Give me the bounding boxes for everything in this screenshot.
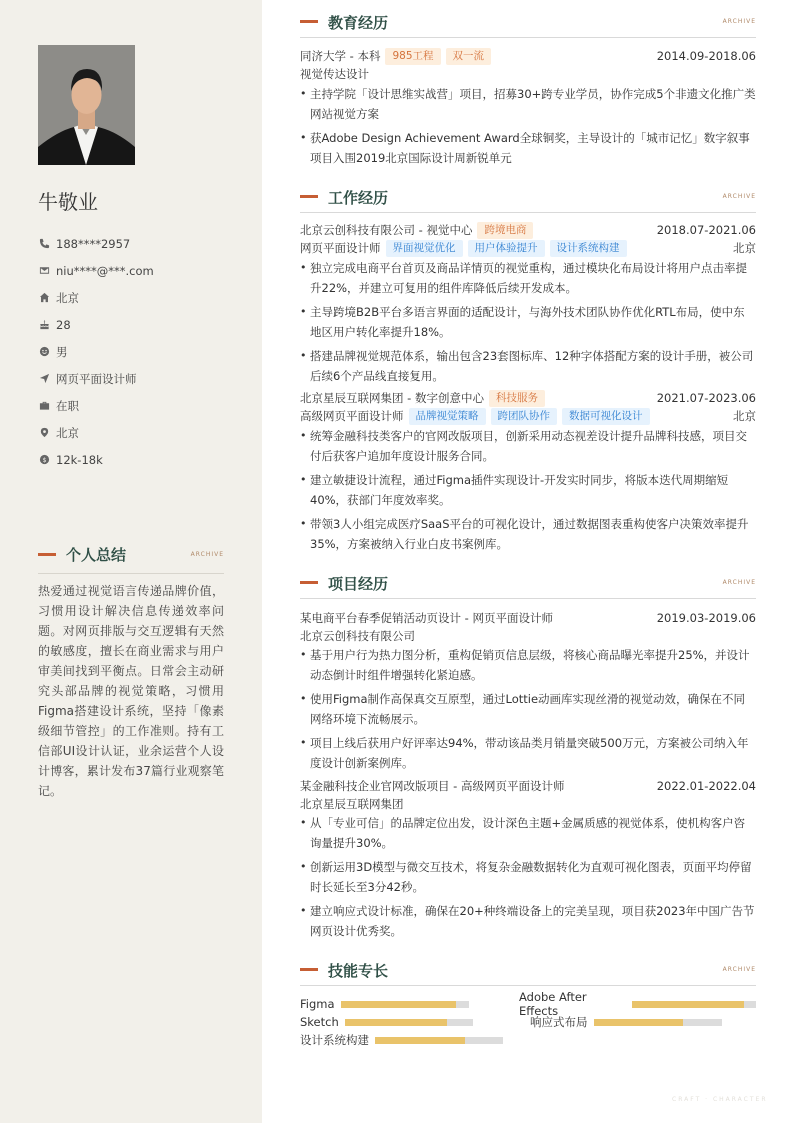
skill-bar bbox=[341, 1001, 469, 1008]
skill-tag: 界面视觉优化 bbox=[386, 240, 463, 257]
info-salary bbox=[38, 446, 154, 473]
skill-bar bbox=[632, 1001, 756, 1008]
industry-tag: 跨境电商 bbox=[477, 222, 533, 239]
skill-bar-fill bbox=[341, 1001, 456, 1008]
skill-name: Adobe After Effects bbox=[519, 990, 587, 1018]
skills-heading bbox=[300, 958, 756, 986]
list-item: • 从「专业可信」的品牌定位出发，设计深色主题+金属质感的视觉体系，使机构客户咨询量提升30%。 bbox=[300, 813, 756, 853]
skill-tag: 跨团队协作 bbox=[491, 408, 558, 425]
job-role: 高级网页平面设计师 bbox=[300, 409, 404, 423]
project-name-row bbox=[300, 609, 756, 627]
project-org: 北京云创科技有限公司 bbox=[300, 629, 415, 643]
education-period: 2014.09-2018.06 bbox=[656, 49, 756, 63]
project-name: 某电商平台春季促销活动页设计 - 网页平面设计师 bbox=[300, 611, 553, 625]
major-name: 视觉传达设计 bbox=[300, 67, 369, 81]
education-heading bbox=[300, 10, 756, 38]
project-org-row bbox=[300, 795, 756, 813]
education-title: 教育经历 bbox=[328, 14, 389, 32]
list-item: • 独立完成电商平台首页及商品详情页的视觉重构，通过模块化布局设计将用户点击率提升22%，并建立可复用的组件库降低后续开发成本。 bbox=[300, 258, 756, 298]
summary-archive-tag: ARCHIVE bbox=[190, 551, 224, 558]
list-item: • 带领3人小组完成医疗SaaS平台的可视化设计，通过数据图表重构使客户决策效率提升35%，方案被纳入行业白皮书案例库。 bbox=[300, 514, 756, 554]
hometown-text: 北京 bbox=[56, 290, 79, 305]
info-age bbox=[38, 311, 154, 338]
city-text: 北京 bbox=[56, 425, 79, 440]
project-name: 某金融科技企业官网改版项目 - 高级网页平面设计师 bbox=[300, 779, 565, 793]
list-item: • 主导跨境B2B平台多语言界面的适配设计，与海外技术团队协作优化RTL布局，使中东地区用户转化率提升18%。 bbox=[300, 302, 756, 342]
smiley-icon bbox=[38, 346, 50, 358]
skill-tag: 品牌视觉策略 bbox=[409, 408, 486, 425]
phone-icon bbox=[38, 238, 50, 250]
project-org-row bbox=[300, 627, 756, 645]
skill-bar bbox=[594, 1019, 722, 1026]
list-item: • 建立响应式设计标准，确保在20+种终端设备上的完美呈现，项目获2023年中国广告节网页设计优秀奖。 bbox=[300, 901, 756, 941]
job-role-row bbox=[300, 407, 756, 425]
projects-title: 项目经历 bbox=[328, 575, 389, 593]
company-name: 北京星辰互联网集团 - 数字创意中心 bbox=[300, 391, 484, 405]
school-name: 同济大学 - 本科 bbox=[300, 49, 381, 63]
company-name: 北京云创科技有限公司 - 视觉中心 bbox=[300, 223, 473, 237]
job-company-row bbox=[300, 389, 756, 407]
info-city bbox=[38, 419, 154, 446]
list-item: • 创新运用3D模型与微交互技术，将复杂金融数据转化为直观可视化图表，页面平均停留时长延长至3分42秒。 bbox=[300, 857, 756, 897]
skill-name: Sketch bbox=[300, 1015, 339, 1029]
industry-tag: 科技服务 bbox=[489, 390, 545, 407]
job-role-row bbox=[300, 239, 756, 257]
list-item: • 建立敏捷设计流程，通过Figma插件实现设计-开发实时同步，将版本迭代周期缩短40%，获部门年度效率奖。 bbox=[300, 470, 756, 510]
heading-accent-bar bbox=[300, 968, 318, 971]
project-name-row bbox=[300, 777, 756, 795]
skill-bar-fill bbox=[345, 1019, 447, 1026]
phone-text: 188****2957 bbox=[56, 236, 131, 251]
list-item: • 获Adobe Design Achievement Award全球铜奖，主导设计的「城市记忆」数字叙事项目入围2019北京国际设计周新锐单元 bbox=[300, 128, 756, 168]
job-role: 网页平面设计师 bbox=[300, 241, 381, 255]
skill-name: 响应式布局 bbox=[530, 1015, 588, 1029]
skill-bar bbox=[375, 1037, 503, 1044]
skill-bar-fill bbox=[375, 1037, 465, 1044]
skill-bar-fill bbox=[594, 1019, 684, 1026]
school-tag: 双一流 bbox=[446, 48, 492, 65]
heading-accent-bar bbox=[300, 195, 318, 198]
projects-heading bbox=[300, 571, 756, 599]
info-gender bbox=[38, 338, 154, 365]
list-item: • 基于用户行为热力图分析，重构促销页信息层级，将核心商品曝光率提升25%，并设计动态倒计时组件增强转化紧迫感。 bbox=[300, 645, 756, 685]
job-location: 北京 bbox=[733, 409, 756, 423]
project-org: 北京星辰互联网集团 bbox=[300, 797, 404, 811]
svg-text:$: $ bbox=[41, 455, 47, 464]
work-heading bbox=[300, 185, 756, 213]
education-major-row bbox=[300, 65, 756, 83]
avatar-photo bbox=[38, 45, 135, 165]
send-icon bbox=[38, 373, 50, 385]
skills-archive-tag: ARCHIVE bbox=[722, 966, 756, 973]
list-item: • 搭建品牌视觉规范体系，输出包含23套图标库、12种字体搭配方案的设计手册，被公司后续6个产品线直接复用。 bbox=[300, 346, 756, 386]
heading-accent-bar bbox=[300, 20, 318, 23]
heading-accent-bar bbox=[300, 581, 318, 584]
age-text: 28 bbox=[56, 317, 71, 332]
sidebar bbox=[0, 0, 262, 1123]
work-title: 工作经历 bbox=[328, 189, 389, 207]
info-phone bbox=[38, 230, 154, 257]
summary-text: 热爱通过视觉语言传递品牌价值，习惯用设计解决信息传递效率问题。对网页排版与交互逻辑有天然的敏感度，擅长在商业需求与用户审美间找到平衡点。日常会主动研究头部品牌的视觉策略，习惯用Figma搭建设计系统，坚持「像素级细节管控」的工作准则。持有工信部UI设计认证，业余运营个人设计博客，累计发布37篇行业观察笔记。 bbox=[38, 584, 224, 798]
summary-heading bbox=[38, 544, 224, 574]
work-archive-tag: ARCHIVE bbox=[722, 193, 756, 200]
cake-icon bbox=[38, 319, 50, 331]
skill-item bbox=[300, 1014, 473, 1030]
school-tag: 985工程 bbox=[385, 48, 440, 65]
skill-tag: 数据可视化设计 bbox=[562, 408, 650, 425]
info-email bbox=[38, 257, 154, 284]
info-status bbox=[38, 392, 154, 419]
skill-item bbox=[519, 990, 756, 1018]
skill-item bbox=[530, 1014, 722, 1030]
skill-name: Figma bbox=[300, 997, 335, 1011]
list-item: • 项目上线后获用户好评率达94%，带动该品类月销量突破500万元，方案被公司纳入年度设计创新案例库。 bbox=[300, 733, 756, 773]
salary-text: 12k-18k bbox=[56, 452, 103, 467]
skill-item bbox=[300, 996, 469, 1012]
location-pin-icon bbox=[38, 427, 50, 439]
footer-watermark: CRAFT · CHARACTER bbox=[672, 1096, 768, 1103]
list-item: • 使用Figma制作高保真交互原型，通过Lottie动画库实现丝滑的视觉动效，确保在不同网络环境下流畅展示。 bbox=[300, 689, 756, 729]
summary-title: 个人总结 bbox=[66, 546, 127, 564]
skill-bar-fill bbox=[632, 1001, 744, 1008]
info-hometown bbox=[38, 284, 154, 311]
candidate-name: 牛敬业 bbox=[38, 190, 98, 214]
skill-bar bbox=[345, 1019, 473, 1026]
list-item: • 统筹金融科技类客户的官网改版项目，创新采用动态视差设计提升品牌科技感，项目交付后获客户追加年度设计服务合同。 bbox=[300, 426, 756, 466]
money-icon bbox=[38, 454, 50, 466]
mail-icon bbox=[38, 265, 50, 277]
projects-archive-tag: ARCHIVE bbox=[722, 579, 756, 586]
skill-item bbox=[300, 1032, 503, 1048]
home-icon bbox=[38, 292, 50, 304]
job-company-row bbox=[300, 221, 756, 239]
contact-info-list bbox=[38, 230, 154, 473]
education-archive-tag: ARCHIVE bbox=[722, 18, 756, 25]
email-text: niu****@***.com bbox=[56, 263, 154, 278]
education-school-row bbox=[300, 47, 756, 65]
job-target-text: 网页平面设计师 bbox=[56, 371, 137, 386]
status-text: 在职 bbox=[56, 398, 79, 413]
list-item: • 主持学院「设计思维实战营」项目，招募30+跨专业学员，协作完成5个非遗文化推广类网站视觉方案 bbox=[300, 84, 756, 124]
project-period: 2019.03-2019.06 bbox=[656, 611, 756, 625]
info-job-target bbox=[38, 365, 154, 392]
skill-name: 设计系统构建 bbox=[300, 1033, 369, 1047]
job-location: 北京 bbox=[733, 241, 756, 255]
briefcase-icon bbox=[38, 400, 50, 412]
gender-text: 男 bbox=[56, 344, 68, 359]
skill-tag: 用户体验提升 bbox=[468, 240, 545, 257]
heading-accent-bar bbox=[38, 553, 56, 556]
job-period: 2021.07-2023.06 bbox=[656, 391, 756, 405]
skills-title: 技能专长 bbox=[328, 962, 389, 980]
job-period: 2018.07-2021.06 bbox=[656, 223, 756, 237]
skill-tag: 设计系统构建 bbox=[550, 240, 627, 257]
project-period: 2022.01-2022.04 bbox=[656, 779, 756, 793]
